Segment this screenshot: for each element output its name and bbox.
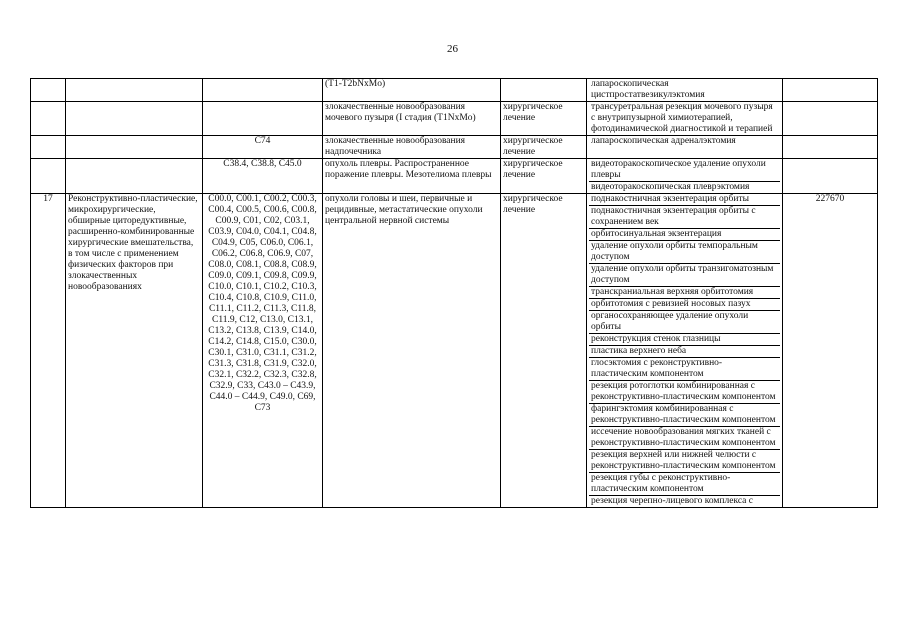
icd-codes: C38.4, C38.8, C45.0 bbox=[203, 159, 323, 194]
table-row bbox=[31, 194, 878, 508]
patient-model: злокачественные новообразования надпочечника bbox=[323, 136, 501, 159]
method-item: фарингэктомия комбинированная с реконструктивно-пластическим компонентом bbox=[589, 404, 780, 427]
icd-codes: C00.0, C00.1, C00.2, C00.3, C00.4, C00.5, C00.6, C00.8, C00.9, C01, C02, C03.1, C03.9, C04.0, C04.1, C04.8, C04.9, C05, C06.0, C06.1, C06.2, C06.8, C06.9, C07, C08.0, C08.1, C08.8, C08.9, C09.0, C09.1, C09.8, C09.9, C10.0, C10.1, C10.2, C10.3, C10.4, C10.8, C10.9, C11.0, C11.1, C11.2, C11.3, C11.8, C11.9, C12, C13.0, C13.1, C13.2, C13.8, C13.9, C14.0, C14.2, C14.8, C15.0, C30.0, C30.1, C31.0, C31.1, C31.2, C31.3, C31.8, C31.9, C32.0, C32.1, C32.2, C32.3, C32.8, C32.9, C33, C43.0 – C43.9, C44.0 – C44.9, C49.0, C69, C73 bbox=[203, 194, 323, 508]
treatment-type: хирургическое лечение bbox=[501, 159, 587, 194]
treatment-methods bbox=[587, 79, 783, 102]
method-item: резекция черепно-лицевого комплекса с bbox=[591, 496, 753, 506]
page-number: 26 bbox=[447, 43, 458, 55]
treatment-type: хирургическое лечение bbox=[501, 136, 587, 159]
icd-codes: C74 bbox=[203, 136, 323, 159]
method-item: органосохраняющее удаление опухоли орбиты bbox=[589, 311, 780, 334]
intervention-name bbox=[66, 102, 203, 136]
row-number bbox=[31, 136, 66, 159]
cost-value bbox=[783, 79, 878, 102]
method-item: орбитосинуальная экзентерация bbox=[589, 229, 780, 241]
method-item: резекция губы с реконструктивно-пластическим компонентом bbox=[589, 473, 780, 496]
treatment-methods bbox=[587, 194, 783, 508]
row-number: 17 bbox=[31, 194, 66, 508]
cost-value bbox=[783, 102, 878, 136]
treatment-type bbox=[501, 79, 587, 102]
treatment-methods bbox=[587, 102, 783, 136]
method-item: глосэктомия с реконструктивно-пластическим компонентом bbox=[589, 358, 780, 381]
treatment-type: хирургическое лечение bbox=[501, 194, 587, 508]
intervention-name bbox=[66, 136, 203, 159]
method-item: иссечение новообразования мягких тканей с реконструктивно-пластическим компонентом bbox=[589, 427, 780, 450]
patient-model: (T1-T2bNxMo) bbox=[323, 79, 501, 102]
cost-value bbox=[783, 136, 878, 159]
patient-model: опухоль плевры. Распространенное поражение плевры. Мезотелиома плевры bbox=[323, 159, 501, 194]
table-row bbox=[31, 79, 878, 102]
method-item: поднакостничная экзентерация орбиты с сохранением век bbox=[589, 206, 780, 229]
method-item: лапароскопическая цистпростатвезикулэктомия bbox=[591, 79, 705, 100]
table-row bbox=[31, 136, 878, 159]
method-item: лапароскопическая адреналэктомия bbox=[591, 136, 736, 146]
intervention-name bbox=[66, 79, 203, 102]
patient-model: злокачественные новообразования мочевого пузыря (I стадия (T1NxMo) bbox=[323, 102, 501, 136]
row-number bbox=[31, 159, 66, 194]
treatment-type: хирургическое лечение bbox=[501, 102, 587, 136]
icd-codes bbox=[203, 79, 323, 102]
cost-value bbox=[783, 159, 878, 194]
patient-model: опухоли головы и шеи, первичные и рецидивные, метастатические опухоли центральной нервной системы bbox=[323, 194, 501, 508]
method-item: трансуретральная резекция мочевого пузыря с внутрипузырной химиотерапией, фотодинамической диагностикой и терапией bbox=[591, 102, 773, 134]
method-item: видеоторакоскопическое удаление опухоли плевры bbox=[589, 159, 780, 182]
cost-value: 227670 bbox=[783, 194, 878, 508]
method-item: видеоторакоскопическая плеврэктомия bbox=[591, 182, 750, 192]
row-number bbox=[31, 102, 66, 136]
method-item: транскраниальная верхняя орбитотомия bbox=[589, 287, 780, 299]
treatment-methods bbox=[587, 136, 783, 159]
method-item: удаление опухоли орбиты транзигоматозным доступом bbox=[589, 264, 780, 287]
method-item: резекция верхней или нижней челюсти с реконструктивно-пластическим компонентом bbox=[589, 450, 780, 473]
table-row bbox=[31, 102, 878, 136]
intervention-name: Реконструктивно-пластические, микрохирургические, обширные циторедуктивные, расширенно-комбинированные хирургические вмешательства, в том числе с применением физических факторов при злокачественных новообразованиях bbox=[66, 194, 203, 508]
row-number bbox=[31, 79, 66, 102]
method-item: поднакостничная экзентерация орбиты bbox=[589, 194, 780, 206]
method-item: орбитотомия с ревизией носовых пазух bbox=[589, 299, 780, 311]
method-item: реконструкция стенок глазницы bbox=[589, 334, 780, 346]
method-item: пластика верхнего неба bbox=[589, 346, 780, 358]
method-item: удаление опухоли орбиты темпоральным доступом bbox=[589, 241, 780, 264]
method-item: резекция ротоглотки комбинированная с реконструктивно-пластическим компонентом bbox=[589, 381, 780, 404]
table-row bbox=[31, 159, 878, 194]
icd-codes bbox=[203, 102, 323, 136]
services-table bbox=[30, 78, 878, 508]
intervention-name bbox=[66, 159, 203, 194]
treatment-methods bbox=[587, 159, 783, 194]
